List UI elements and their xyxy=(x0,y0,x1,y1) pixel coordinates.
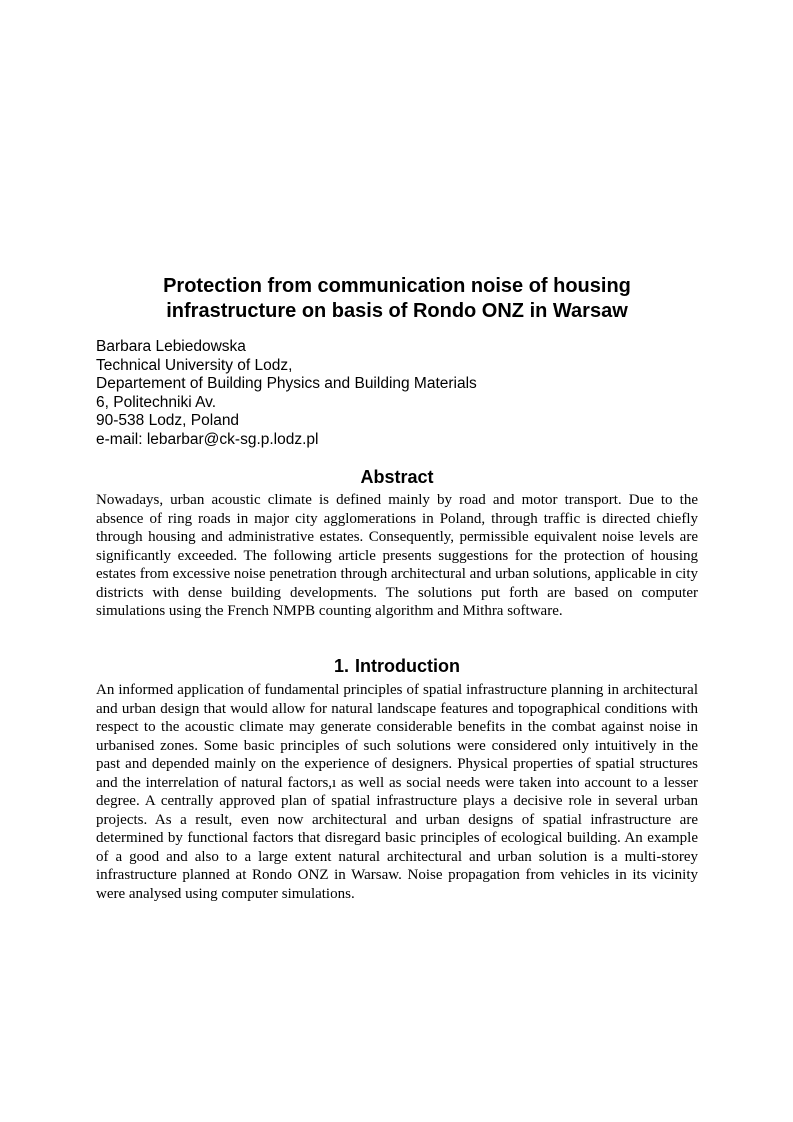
author-email: e-mail: lebarbar@ck-sg.p.lodz.pl xyxy=(96,430,319,448)
author-street: 6, Politechniki Av. xyxy=(96,393,217,411)
author-block xyxy=(96,338,698,449)
paper-title xyxy=(96,274,698,324)
title-line-2: infrastructure on basis of Rondo ONZ in Warsaw xyxy=(166,300,628,322)
author-city: 90-538 Lodz, Poland xyxy=(96,412,240,429)
title-line-1: Protection from communication noise of housing xyxy=(163,275,631,297)
introduction-heading xyxy=(96,655,698,677)
introduction-text: An informed application of fundamental principles of spatial infrastructure planning in architectural and urban design that would allow for natural landscape features and topographical conditions with respect to the acoustic climate may generate considerable benefits in the combat against noise in urbanised zones. Some basic principles of such solutions were considered only intuitively in the past and depended mainly on the experience of designers. Physical properties of spatial structures and the interrelation of natural factors,ı as well as social needs were taken into account to a lesser degree. A centrally approved plan of spatial infrastructure plays a decisive role in several urban projects. As a result, even now architectural and urban designs of spatial infrastructure are determined by functional factors that disregard basic principles of ecological building. An example of a good and also to a large extent natural architectural and urban solution is a multi-storey infrastructure planned at Rondo ONZ in Warsaw. Noise propagation from vehicles in its vicinity were analysed using computer simulations. xyxy=(96,682,698,902)
abstract-text: Nowadays, urban acoustic climate is defined mainly by road and motor transport. Due to the absence of ring roads in major city agglomerations in Poland, through traffic is directed chiefly through housing and administrative estates. Consequently, permissible equivalent noise levels are significantly exceeded. The following article presents suggestions for the protection of housing estates from excessive noise penetration through architectural and urban solutions, applicable in city districts with dense building developments. The solutions put forth are based on computer simulations using the French NMPB counting algorithm and Mithra software. xyxy=(96,492,698,619)
section-title: Introduction xyxy=(355,656,460,676)
author-department: Departement of Building Physics and Building Materials xyxy=(96,375,477,392)
abstract-heading: Abstract xyxy=(360,467,434,487)
author-institution: Technical University of Lodz, xyxy=(96,356,293,374)
section-number: 1. xyxy=(334,656,350,676)
author-name: Barbara Lebiedowska xyxy=(96,338,246,355)
